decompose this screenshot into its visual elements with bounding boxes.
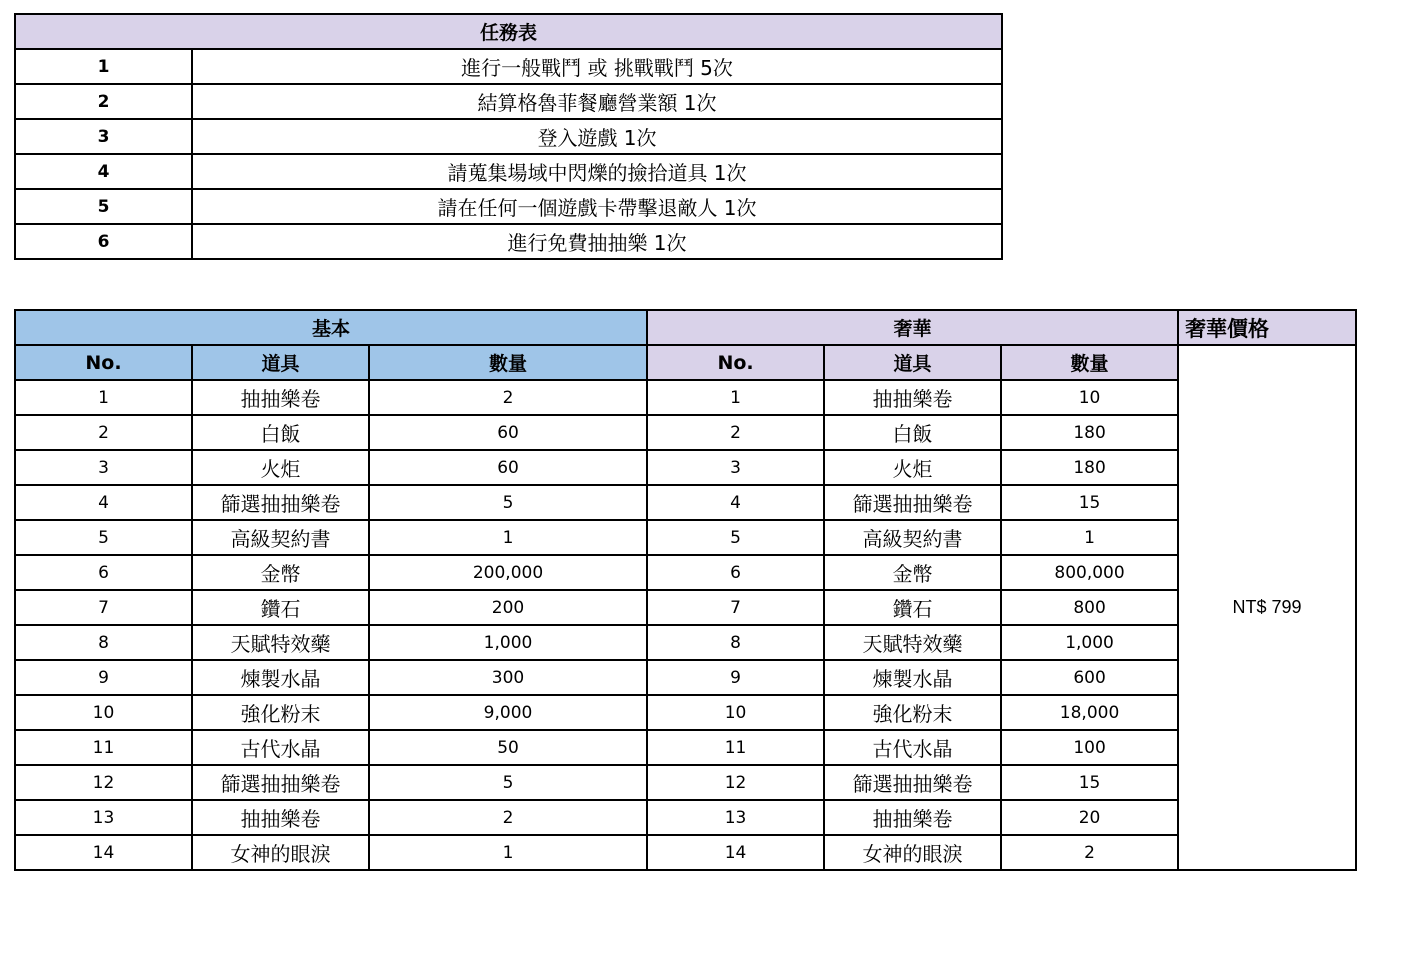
basic-qty-header[interactable]: 數量 [369,345,647,380]
task-table-header-row [15,14,1002,49]
luxury-no-cell[interactable]: 8 [647,625,824,660]
basic-qty-cell[interactable]: 9,000 [369,695,647,730]
basic-item-cell[interactable]: 強化粉末 [192,695,369,730]
luxury-item-cell[interactable]: 煉製水晶 [824,660,1001,695]
basic-qty-cell[interactable]: 1 [369,835,647,870]
basic-qty-cell[interactable]: 1,000 [369,625,647,660]
luxury-no-cell[interactable]: 12 [647,765,824,800]
task-description[interactable]: 請在任何一個遊戲卡帶擊退敵人 1次 [192,189,1002,224]
task-number[interactable]: 5 [15,189,192,224]
basic-qty-cell[interactable]: 60 [369,415,647,450]
reward-row [15,485,1356,520]
luxury-item-cell[interactable]: 鑽石 [824,590,1001,625]
basic-item-cell[interactable]: 金幣 [192,555,369,590]
task-row [15,49,1002,84]
reward-row [15,695,1356,730]
luxury-qty-cell[interactable]: 2 [1001,835,1178,870]
basic-tier-header[interactable]: 基本 [15,310,647,345]
task-number[interactable]: 6 [15,224,192,259]
luxury-no-cell[interactable]: 7 [647,590,824,625]
basic-qty-cell[interactable]: 300 [369,660,647,695]
luxury-qty-cell[interactable]: 20 [1001,800,1178,835]
task-number[interactable]: 4 [15,154,192,189]
basic-no-cell[interactable]: 10 [15,695,192,730]
luxury-no-cell[interactable]: 9 [647,660,824,695]
basic-item-cell[interactable]: 煉製水晶 [192,660,369,695]
luxury-qty-cell[interactable]: 15 [1001,485,1178,520]
task-number[interactable]: 1 [15,49,192,84]
task-row [15,224,1002,259]
basic-qty-cell[interactable]: 2 [369,380,647,415]
basic-no-cell[interactable]: 1 [15,380,192,415]
luxury-item-cell[interactable]: 女神的眼淚 [824,835,1001,870]
luxury-no-header[interactable]: No. [647,345,824,380]
reward-row [15,450,1356,485]
basic-item-cell[interactable]: 鑽石 [192,590,369,625]
luxury-qty-cell[interactable]: 180 [1001,450,1178,485]
reward-row [15,415,1356,450]
basic-no-cell[interactable]: 12 [15,765,192,800]
luxury-item-header[interactable]: 道具 [824,345,1001,380]
luxury-tier-header[interactable]: 奢華 [647,310,1178,345]
basic-qty-cell[interactable]: 2 [369,800,647,835]
luxury-qty-cell[interactable]: 180 [1001,415,1178,450]
luxury-item-cell[interactable]: 高級契約書 [824,520,1001,555]
reward-row [15,520,1356,555]
reward-row [15,800,1356,835]
reward-row [15,660,1356,695]
reward-row [15,590,1356,625]
luxury-no-cell[interactable]: 13 [647,800,824,835]
luxury-item-cell[interactable]: 強化粉末 [824,695,1001,730]
reward-column-header-row [15,345,1356,380]
basic-item-cell[interactable]: 白飯 [192,415,369,450]
basic-item-cell[interactable]: 篩選抽抽樂卷 [192,485,369,520]
luxury-qty-cell[interactable]: 1 [1001,520,1178,555]
luxury-item-cell[interactable]: 古代水晶 [824,730,1001,765]
basic-no-cell[interactable]: 2 [15,415,192,450]
luxury-qty-cell[interactable]: 10 [1001,380,1178,415]
basic-qty-cell[interactable]: 1 [369,520,647,555]
luxury-item-cell[interactable]: 篩選抽抽樂卷 [824,485,1001,520]
luxury-qty-cell[interactable]: 1,000 [1001,625,1178,660]
luxury-qty-cell[interactable]: 15 [1001,765,1178,800]
reward-row [15,555,1356,590]
task-description[interactable]: 進行免費抽抽樂 1次 [192,224,1002,259]
luxury-no-cell[interactable]: 5 [647,520,824,555]
basic-qty-cell[interactable]: 60 [369,450,647,485]
luxury-item-cell[interactable]: 金幣 [824,555,1001,590]
luxury-qty-cell[interactable]: 800,000 [1001,555,1178,590]
basic-item-cell[interactable]: 古代水晶 [192,730,369,765]
luxury-no-cell[interactable]: 1 [647,380,824,415]
luxury-qty-header[interactable]: 數量 [1001,345,1178,380]
luxury-no-cell[interactable]: 11 [647,730,824,765]
task-row [15,154,1002,189]
reward-group-header-row [15,310,1356,345]
luxury-qty-cell[interactable]: 800 [1001,590,1178,625]
reward-row [15,730,1356,765]
basic-qty-cell[interactable]: 200 [369,590,647,625]
task-description[interactable]: 結算格魯菲餐廳營業額 1次 [192,84,1002,119]
basic-item-cell[interactable]: 篩選抽抽樂卷 [192,765,369,800]
task-description[interactable]: 進行一般戰鬥 或 挑戰戰鬥 5次 [192,49,1002,84]
luxury-no-cell[interactable]: 4 [647,485,824,520]
task-description[interactable]: 登入遊戲 1次 [192,119,1002,154]
luxury-qty-cell[interactable]: 600 [1001,660,1178,695]
luxury-item-cell[interactable]: 篩選抽抽樂卷 [824,765,1001,800]
basic-item-cell[interactable]: 抽抽樂卷 [192,800,369,835]
task-row [15,189,1002,224]
task-number[interactable]: 3 [15,119,192,154]
luxury-price-value[interactable]: NT$ 799 [1178,345,1356,870]
basic-no-cell[interactable]: 14 [15,835,192,870]
reward-row [15,625,1356,660]
luxury-no-cell[interactable]: 3 [647,450,824,485]
reward-row [15,765,1356,800]
luxury-item-cell[interactable]: 抽抽樂卷 [824,800,1001,835]
task-description[interactable]: 請蒐集場域中閃爍的撿拾道具 1次 [192,154,1002,189]
basic-item-cell[interactable]: 火炬 [192,450,369,485]
basic-item-header[interactable]: 道具 [192,345,369,380]
luxury-no-cell[interactable]: 14 [647,835,824,870]
reward-row [15,835,1356,870]
task-number[interactable]: 2 [15,84,192,119]
basic-item-cell[interactable]: 抽抽樂卷 [192,380,369,415]
basic-no-cell[interactable]: 9 [15,660,192,695]
basic-item-cell[interactable]: 高級契約書 [192,520,369,555]
basic-item-cell[interactable]: 天賦特效藥 [192,625,369,660]
luxury-item-cell[interactable]: 抽抽樂卷 [824,380,1001,415]
basic-no-cell[interactable]: 4 [15,485,192,520]
basic-no-cell[interactable]: 11 [15,730,192,765]
luxury-no-cell[interactable]: 6 [647,555,824,590]
basic-no-header[interactable]: No. [15,345,192,380]
task-table-title[interactable]: 任務表 [15,14,1002,49]
basic-qty-cell[interactable]: 200,000 [369,555,647,590]
reward-table [14,309,1357,871]
luxury-price-header[interactable]: 奢華價格 [1178,310,1356,345]
luxury-item-cell[interactable]: 火炬 [824,450,1001,485]
luxury-qty-cell[interactable]: 100 [1001,730,1178,765]
task-table [14,13,1003,260]
basic-no-cell[interactable]: 3 [15,450,192,485]
luxury-item-cell[interactable]: 天賦特效藥 [824,625,1001,660]
task-row [15,84,1002,119]
basic-no-cell[interactable]: 6 [15,555,192,590]
basic-qty-cell[interactable]: 5 [369,765,647,800]
luxury-no-cell[interactable]: 10 [647,695,824,730]
basic-qty-cell[interactable]: 50 [369,730,647,765]
basic-item-cell[interactable]: 女神的眼淚 [192,835,369,870]
luxury-no-cell[interactable]: 2 [647,415,824,450]
basic-qty-cell[interactable]: 5 [369,485,647,520]
basic-no-cell[interactable]: 8 [15,625,192,660]
basic-no-cell[interactable]: 5 [15,520,192,555]
basic-no-cell[interactable]: 13 [15,800,192,835]
task-row [15,119,1002,154]
reward-row [15,380,1356,415]
basic-no-cell[interactable]: 7 [15,590,192,625]
luxury-qty-cell[interactable]: 18,000 [1001,695,1178,730]
luxury-item-cell[interactable]: 白飯 [824,415,1001,450]
